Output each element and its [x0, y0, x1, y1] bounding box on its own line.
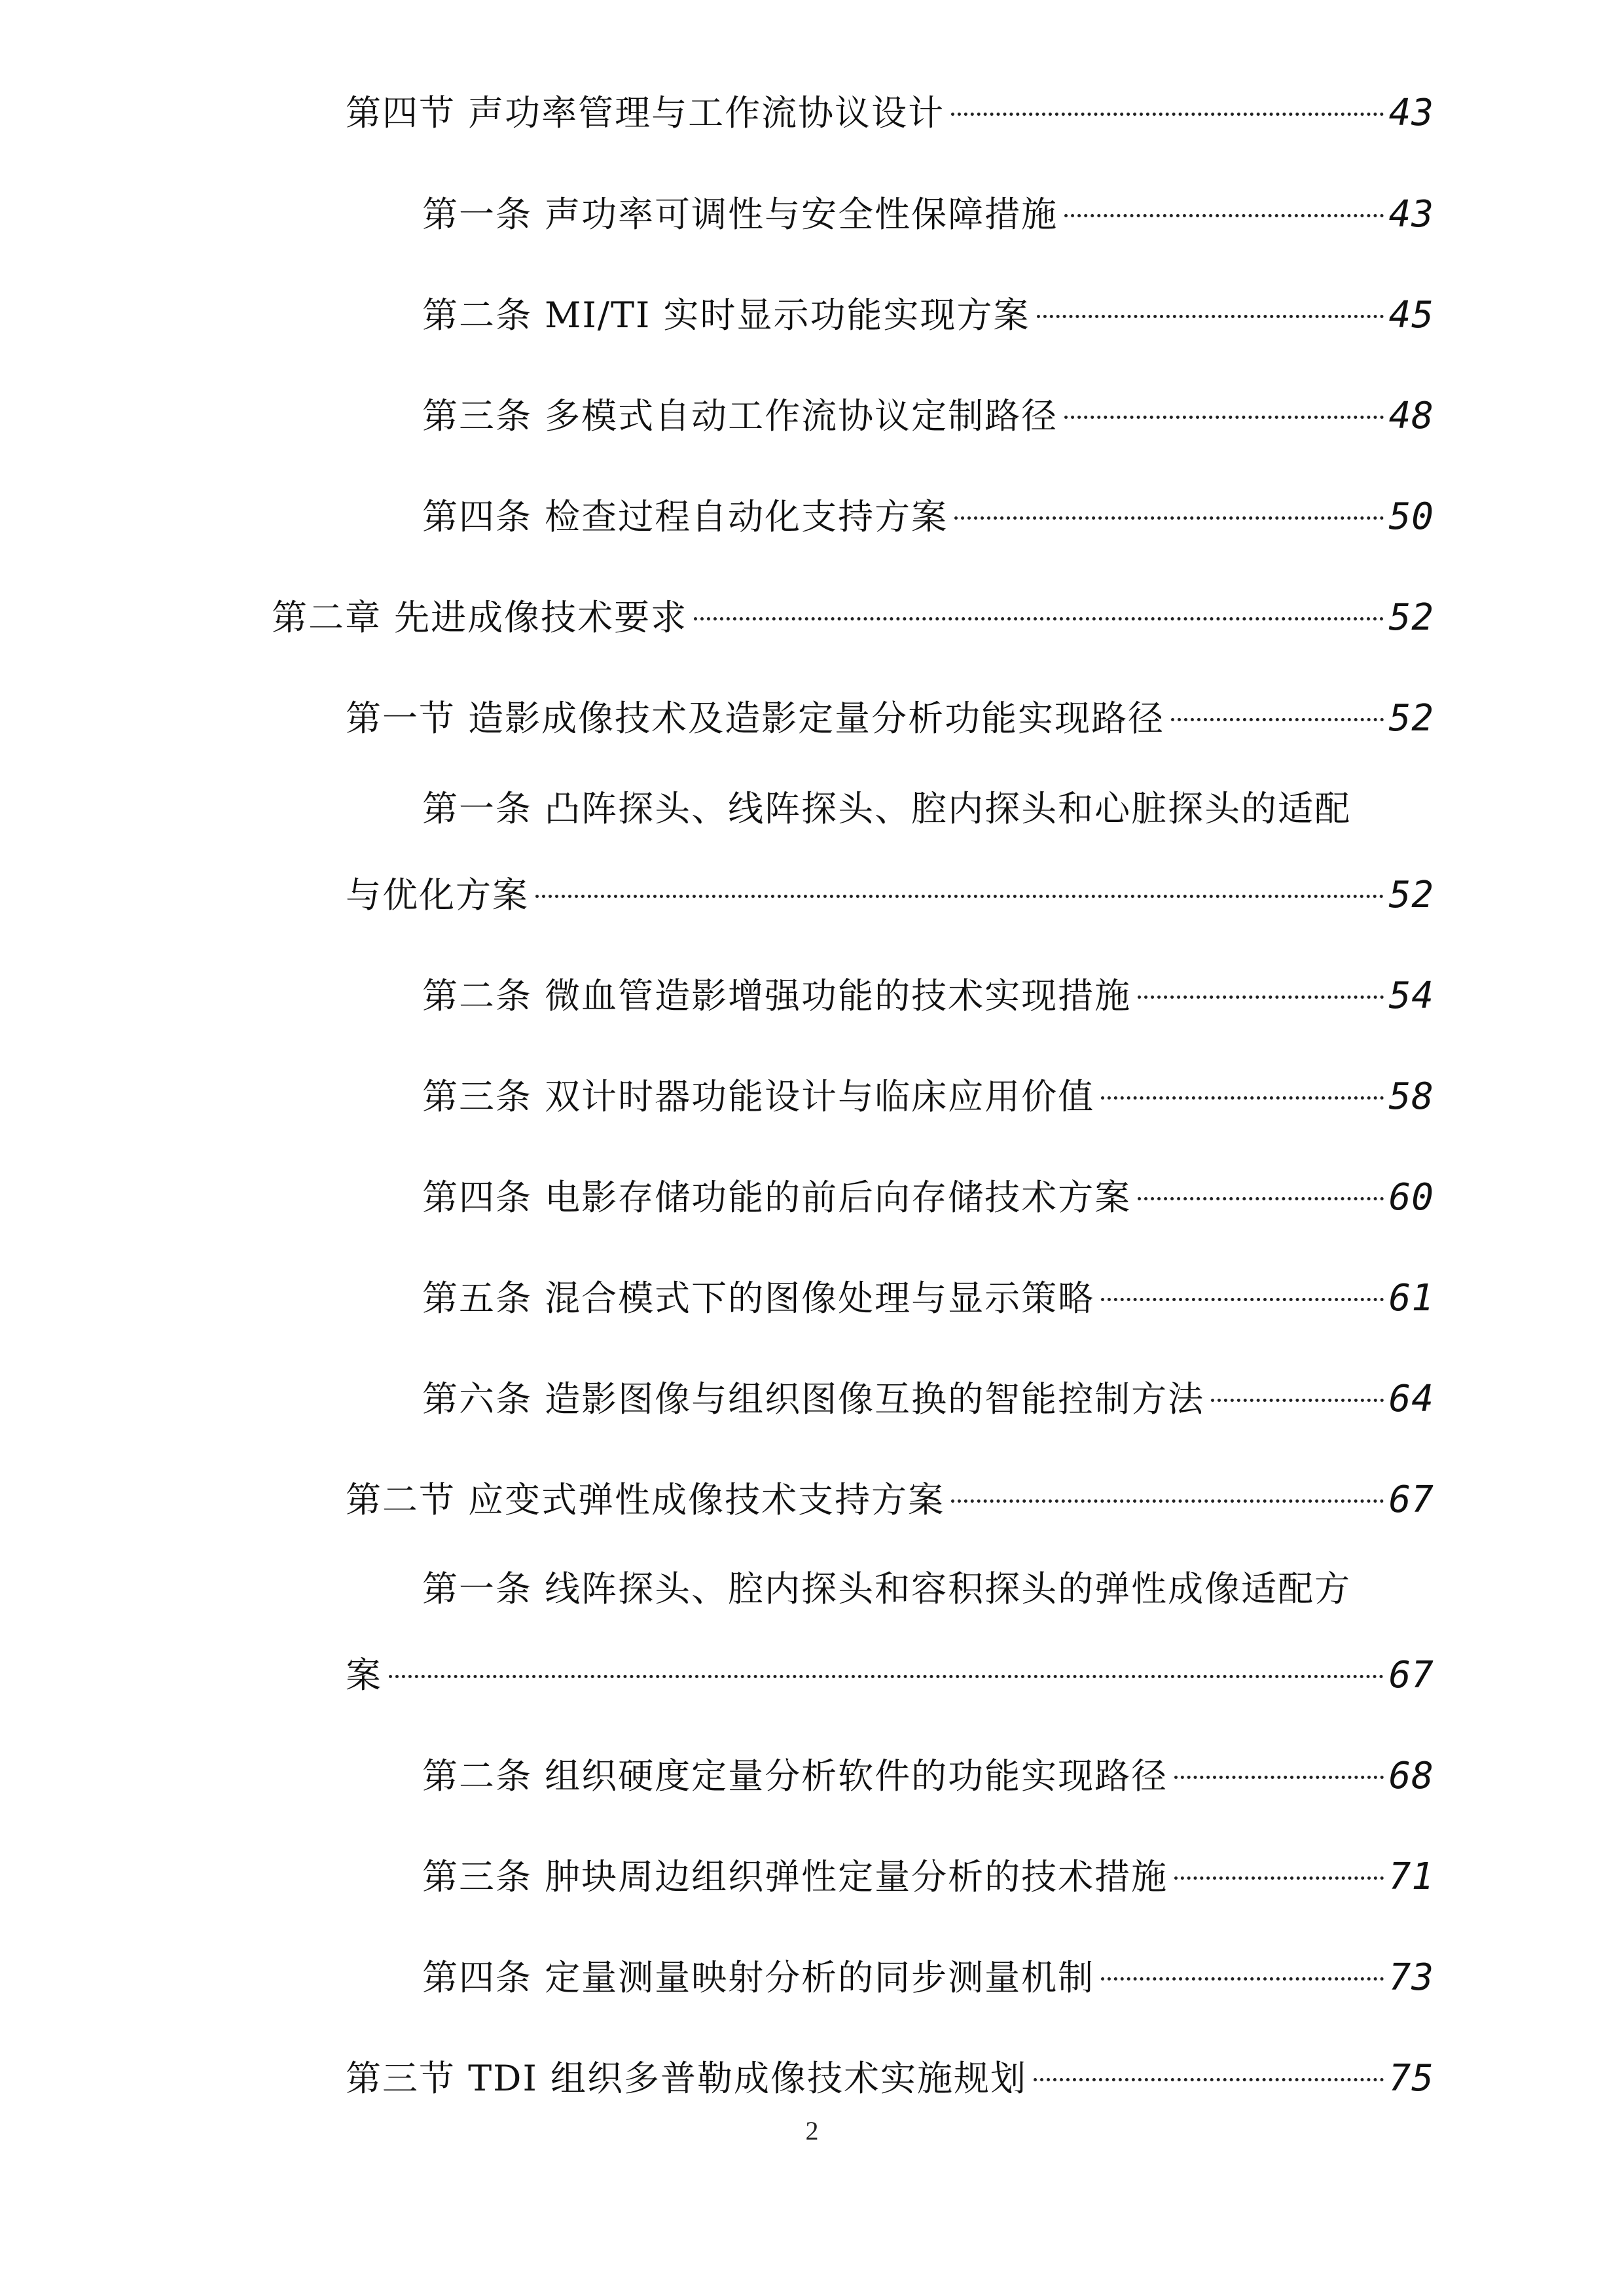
dot-leader [951, 113, 1383, 116]
toc-entry-title: 第二条 组织硬度定量分析软件的功能实现路径 [422, 1755, 1168, 1797]
dot-leader [951, 1499, 1383, 1503]
dot-leader [389, 1675, 1384, 1678]
toc-entry[interactable] [346, 87, 1434, 139]
toc-entry-title: 第三条 双计时器功能设计与临床应用价值 [422, 1076, 1095, 1117]
dot-leader [1037, 315, 1384, 318]
toc-entry[interactable] [346, 1474, 1434, 1526]
toc-entry[interactable] [272, 592, 1434, 644]
toc-entry-page: 67 [1388, 1654, 1434, 1696]
toc-entry-page: 52 [1388, 697, 1434, 740]
toc-entry[interactable] [422, 970, 1434, 1022]
toc-entry-title: 第二节 应变式弹性成像技术支持方案 [346, 1479, 945, 1520]
toc-entry-title: 第四条 检查过程自动化支持方案 [422, 496, 948, 537]
toc-entry-title: 第五条 混合模式下的图像处理与显示策略 [422, 1278, 1095, 1319]
toc-entry-page: 71 [1388, 1856, 1434, 1898]
dot-leader [1034, 2078, 1384, 2081]
toc-entry[interactable] [422, 1952, 1434, 2004]
toc-entry-page: 52 [1388, 596, 1434, 639]
dot-leader [1101, 1298, 1383, 1301]
dot-leader [535, 895, 1384, 898]
toc-entry-page: 61 [1388, 1277, 1434, 1319]
toc-entry-page: 58 [1388, 1075, 1434, 1118]
toc-entry-title: 第三节 TDI 组织多普勒成像技术实施规划 [346, 2058, 1027, 2099]
dot-leader [694, 617, 1383, 620]
toc-entry-page: 52 [1388, 874, 1434, 916]
dot-leader [1138, 1197, 1383, 1200]
toc-entry-title: 第二条 微血管造影增强功能的技术实现措施 [422, 975, 1132, 1016]
toc-entry[interactable] [422, 1272, 1434, 1325]
toc-entry-page: 48 [1388, 395, 1434, 437]
toc-entry[interactable] [346, 869, 1434, 922]
toc-entry-page: 75 [1388, 2057, 1434, 2100]
toc-entry-page: 43 [1388, 193, 1434, 236]
dot-leader [1171, 718, 1383, 721]
toc-entry-title: 第三条 肿块周边组织弹性定量分析的技术措施 [422, 1856, 1168, 1897]
toc-entry[interactable] [422, 1851, 1434, 1903]
page-number: 2 [805, 2116, 819, 2145]
toc-entry[interactable] [422, 1373, 1434, 1426]
dot-leader [954, 516, 1383, 520]
dot-leader [1101, 1977, 1383, 1981]
toc-entry[interactable] [422, 390, 1434, 442]
toc-entry-title: 第四条 定量测量映射分析的同步测量机制 [422, 1957, 1095, 1998]
toc-entry-title: 第三条 多模式自动工作流协议定制路径 [422, 395, 1058, 437]
toc-entry-title: 第一节 造影成像技术及造影定量分析功能实现路径 [346, 698, 1165, 739]
toc-entry-title: 第一条 声功率可调性与安全性保障措施 [422, 194, 1058, 235]
toc-entry-page: 73 [1388, 1956, 1434, 1999]
toc-entry[interactable] [422, 188, 1434, 241]
toc-entry-page: 54 [1388, 975, 1434, 1017]
toc-entry[interactable] [422, 491, 1434, 543]
toc-entry[interactable] [346, 692, 1434, 745]
dot-leader [1101, 1096, 1383, 1100]
toc-entry[interactable] [422, 289, 1434, 342]
toc-entry-title-line1[interactable]: 第一条 凸阵探头、线阵探头、腔内探头和心脏探头的适配 [422, 788, 1352, 829]
toc-entry-title: 第二条 MI/TI 实时显示功能实现方案 [422, 295, 1030, 336]
toc-entry-title: 第四条 电影存储功能的前后向存储技术方案 [422, 1177, 1132, 1218]
dot-leader [1174, 1776, 1383, 1779]
toc-entry[interactable] [346, 2053, 1434, 2105]
toc-entry[interactable] [422, 1172, 1434, 1224]
dot-leader [1174, 1876, 1383, 1880]
toc-entry-title: 第四节 声功率管理与工作流协议设计 [346, 92, 945, 134]
dot-leader [1138, 996, 1383, 999]
toc-entry-page: 45 [1388, 294, 1434, 336]
toc-entry-title-line2: 与优化方案 [346, 874, 529, 916]
dot-leader [1064, 416, 1383, 419]
toc-entry[interactable] [422, 1071, 1434, 1123]
toc-entry-page: 50 [1388, 495, 1434, 538]
toc-entry-title-line1[interactable]: 第一条 线阵探头、腔内探头和容积探头的弹性成像适配方 [422, 1568, 1352, 1609]
dot-leader [1064, 214, 1383, 217]
dot-leader [1211, 1399, 1383, 1402]
toc-entry-title-line2: 案 [346, 1655, 382, 1696]
toc-entry-page: 68 [1388, 1755, 1434, 1797]
toc-entry-title: 第二章 先进成像技术要求 [272, 597, 688, 638]
toc-entry-page: 43 [1388, 92, 1434, 134]
toc-entry[interactable] [422, 1750, 1434, 1803]
toc-entry-page: 60 [1388, 1176, 1434, 1219]
toc-entry[interactable] [346, 1649, 1434, 1702]
toc-entry-title: 第六条 造影图像与组织图像互换的智能控制方法 [422, 1378, 1205, 1420]
toc-entry-page: 67 [1388, 1479, 1434, 1521]
toc-entry-page: 64 [1388, 1378, 1434, 1420]
